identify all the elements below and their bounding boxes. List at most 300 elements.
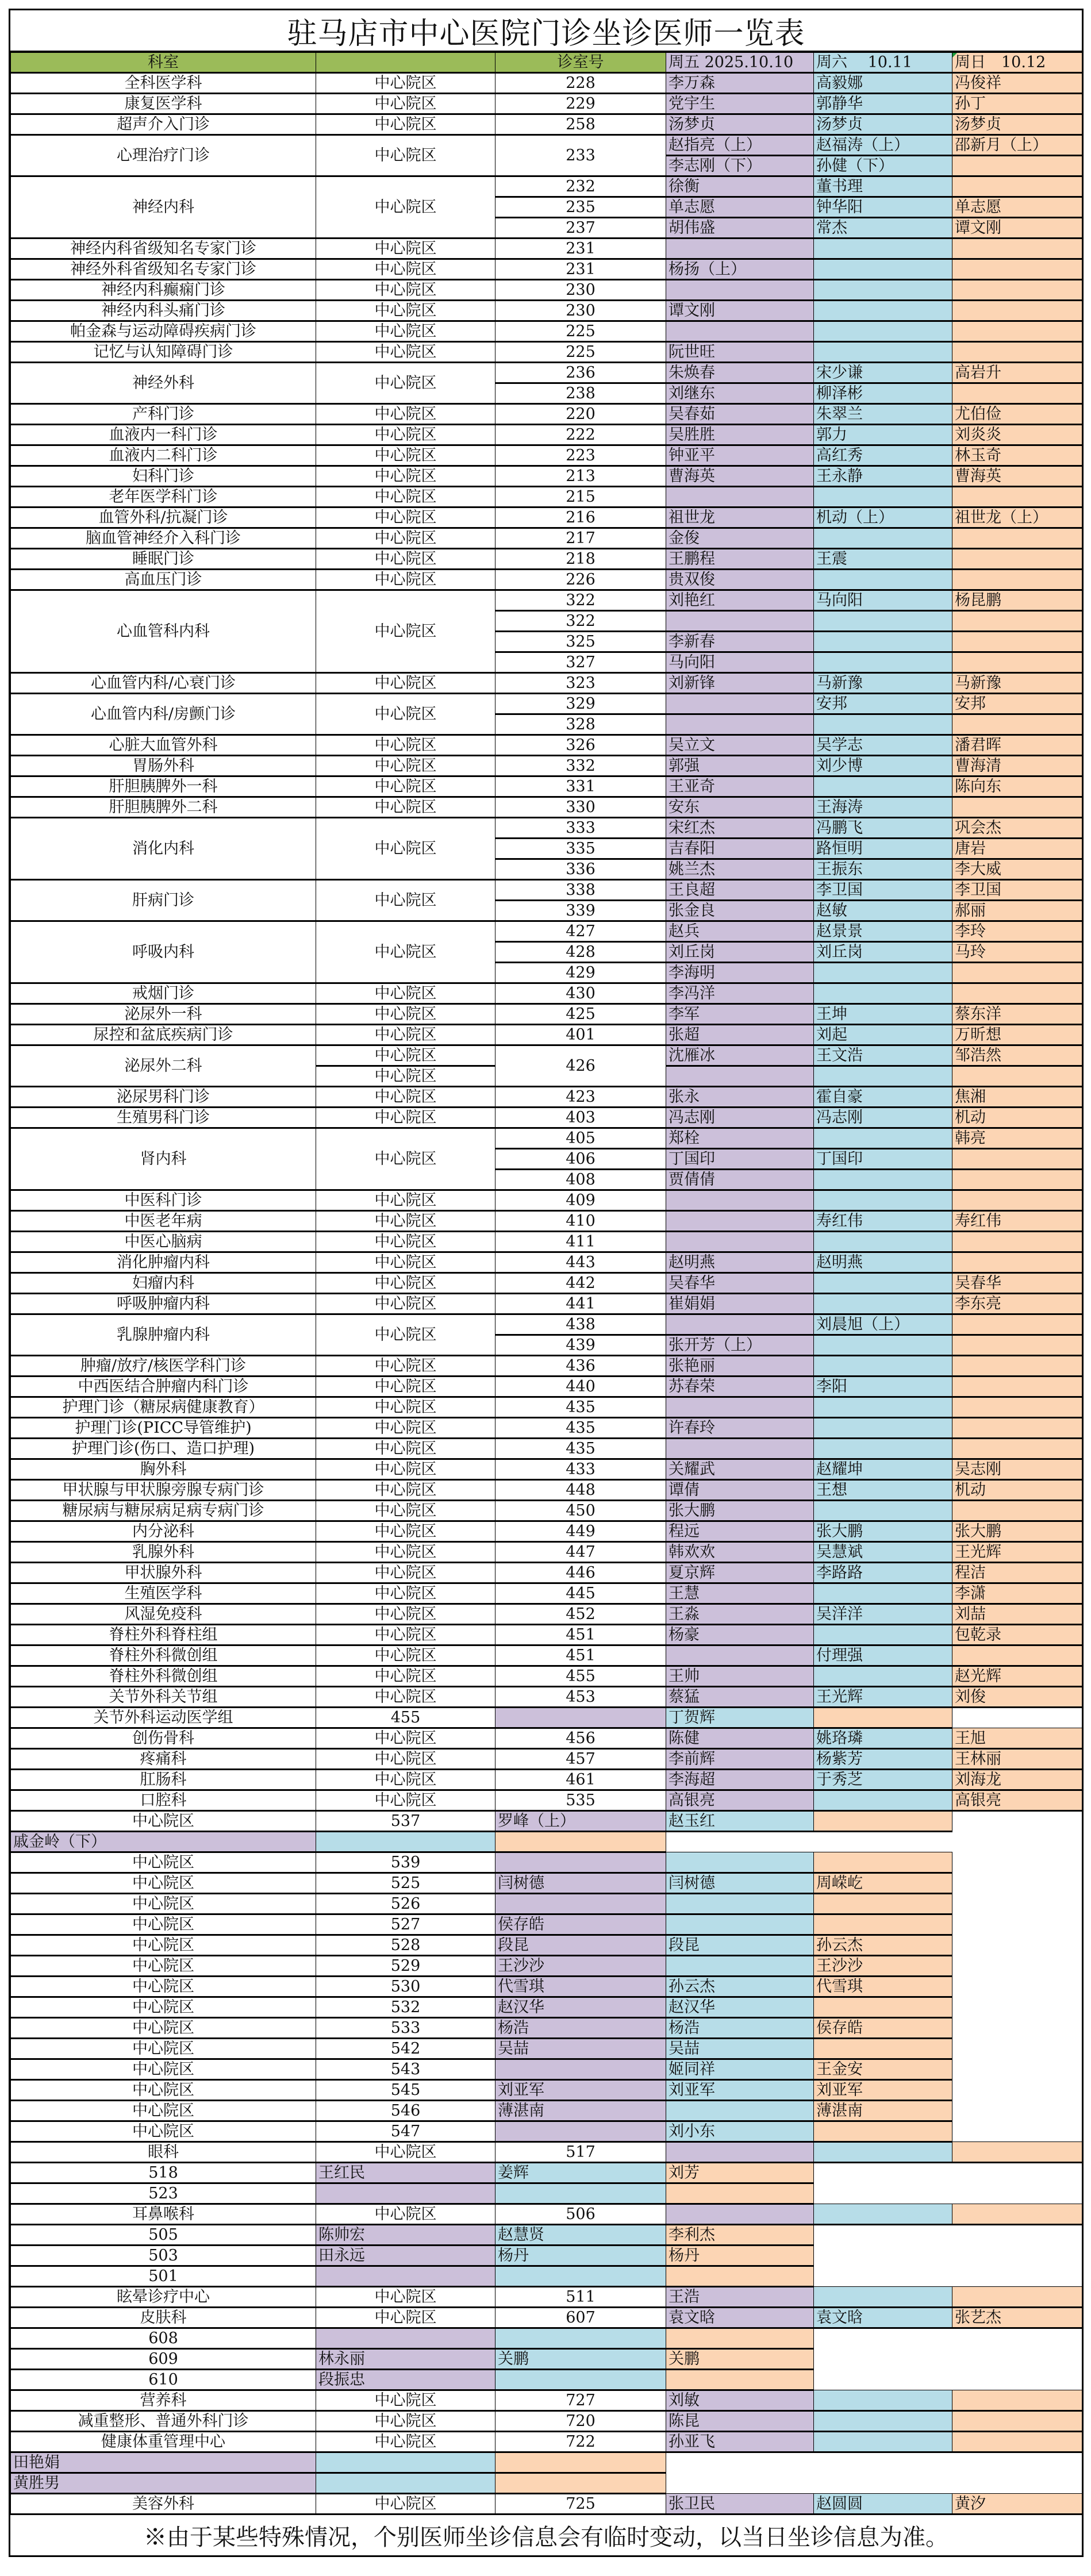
saturday-doctor: 路恒明 [814,839,952,859]
campus-cell: 中心院区 [11,2039,316,2059]
table-row [11,1087,1082,1108]
table-row [11,259,1082,280]
saturday-doctor: 寿红伟 [814,1211,952,1232]
friday-doctor: 王慧 [666,1583,814,1604]
friday-doctor: 郭强 [666,756,814,776]
friday-doctor [666,611,814,632]
room-cell: 332 [495,756,666,776]
friday-doctor: 朱焕春 [666,363,814,383]
room-cell: 610 [11,2370,316,2390]
room-cell: 546 [316,2101,495,2121]
saturday-doctor: 杨紫芳 [814,1749,952,1770]
dept-cell: 内分泌科 [11,1521,316,1542]
sunday-doctor [952,301,1082,321]
campus-cell: 中心院区 [316,1645,495,1666]
campus-cell: 中心院区 [316,880,495,921]
saturday-doctor: 王坤 [814,1004,952,1025]
friday-doctor [666,714,814,735]
campus-cell: 中心院区 [316,114,495,135]
friday-doctor: 张超 [666,1025,814,1045]
table-row [11,239,1082,259]
campus-cell: 中心院区 [316,1439,495,1459]
table-row [11,2080,1082,2101]
campus-cell: 中心院区 [316,135,495,176]
campus-cell: 中心院区 [11,2018,316,2039]
table-row [11,818,1082,839]
saturday-doctor: 付理强 [814,1645,952,1666]
saturday-doctor: 丁贺辉 [666,1708,814,1728]
sunday-doctor: 高银亮 [952,1790,1082,1811]
room-cell: 438 [495,1314,666,1335]
sunday-doctor [952,1377,1082,1397]
sunday-doctor [952,652,1082,673]
room-cell: 333 [495,818,666,839]
sunday-doctor [952,239,1082,259]
table-row [11,880,1082,901]
sunday-doctor: 寿红伟 [952,1211,1082,1232]
campus-cell: 中心院区 [316,1356,495,1377]
friday-doctor [666,1439,814,1459]
friday-doctor: 许春玲 [666,1418,814,1439]
campus-cell: 中心院区 [316,1004,495,1025]
sunday-doctor [666,2370,814,2390]
friday-doctor: 刘丘岗 [666,942,814,963]
room-cell: 529 [316,1956,495,1977]
table-row [11,301,1082,321]
campus-cell: 中心院区 [316,756,495,776]
dept-cell: 乳腺肿瘤内科 [11,1314,316,1356]
page-title: 驻马店市中心医院门诊坐诊医师一览表 [10,10,1082,52]
room-cell: 609 [11,2349,316,2370]
saturday-doctor: 郭静华 [814,94,952,114]
room-cell: 236 [495,363,666,383]
campus-cell: 中心院区 [316,2390,495,2411]
friday-doctor [666,1211,814,1232]
dept-cell: 消化内科 [11,818,316,880]
sunday-doctor: 单志愿 [952,197,1082,218]
room-cell: 461 [495,1770,666,1790]
table-row [11,1770,1082,1790]
room-cell: 329 [495,694,666,714]
sunday-doctor: 谭文刚 [952,218,1082,239]
dept-cell: 生殖医学科 [11,1583,316,1604]
campus-cell: 中心院区 [316,797,495,818]
room-cell: 539 [316,1852,495,1873]
saturday-doctor [814,1583,952,1604]
room-cell: 230 [495,280,666,301]
friday-doctor: 陈昆 [666,2411,814,2432]
sunday-doctor: 汤梦贞 [952,114,1082,135]
campus-cell: 中心院区 [316,1314,495,1356]
saturday-doctor [666,1852,814,1873]
friday-doctor [666,1645,814,1666]
friday-doctor: 黄胜男 [11,2473,316,2494]
campus-cell: 中心院区 [316,507,495,528]
friday-doctor: 张艳丽 [666,1356,814,1377]
friday-doctor: 代雪琪 [495,1977,666,1997]
saturday-doctor: 冯志刚 [814,1108,952,1128]
friday-doctor: 吉春阳 [666,839,814,859]
campus-cell: 中心院区 [316,425,495,445]
friday-doctor: 刘继东 [666,383,814,404]
campus-cell: 中心院区 [11,1977,316,1997]
dept-cell: 关节外科关节组 [11,1687,316,1708]
sunday-doctor [952,2142,1082,2163]
table-row [11,1790,1082,1811]
saturday-doctor [814,259,952,280]
sunday-doctor [814,1708,952,1728]
friday-doctor: 苏春荣 [666,1377,814,1397]
sunday-doctor: 高岩升 [952,363,1082,383]
sunday-doctor: 李利杰 [666,2225,814,2246]
saturday-doctor [814,776,952,797]
saturday-doctor: 刘小东 [666,2121,814,2142]
table-row [11,487,1082,507]
footer-note: ※由于某些特殊情况，个别医师坐诊信息会有临时变动，以当日坐诊信息为准。 [144,2524,948,2551]
campus-cell: 中心院区 [316,1666,495,1687]
table-row [11,1625,1082,1645]
saturday-doctor [814,321,952,342]
campus-cell: 中心院区 [11,1894,316,1914]
saturday-doctor: 赵福涛（上） [814,135,952,156]
dept-cell: 胃肠外科 [11,756,316,776]
campus-cell: 中心院区 [316,259,495,280]
sunday-doctor [952,321,1082,342]
sunday-doctor: 吴春华 [952,1273,1082,1294]
campus-cell: 中心院区 [316,321,495,342]
saturday-doctor [814,1790,952,1811]
dept-cell: 记忆与认知障碍门诊 [11,342,316,363]
table-row [11,1852,1082,1873]
dept-cell: 妇瘤内科 [11,1273,316,1294]
schedule-table [10,52,1082,2515]
saturday-doctor [316,2473,495,2494]
friday-doctor: 郑栓 [666,1128,814,1149]
dept-cell: 护理门诊（糖尿病健康教育） [11,1397,316,1418]
campus-cell: 中心院区 [316,1770,495,1790]
campus-cell: 中心院区 [316,487,495,507]
room-cell: 443 [495,1252,666,1273]
saturday-doctor [814,1066,952,1087]
room-cell: 328 [495,714,666,735]
sunday-doctor: 杨昆鹏 [952,590,1082,611]
room-cell: 401 [495,1025,666,1045]
sunday-doctor [952,1149,1082,1170]
friday-doctor: 吴春华 [666,1273,814,1294]
table-row [11,2432,1082,2452]
dept-cell: 美容外科 [11,2494,316,2515]
campus-cell: 中心院区 [316,1501,495,1521]
sunday-doctor: 张艺杰 [952,2308,1082,2328]
friday-doctor: 王浩 [666,2287,814,2308]
saturday-doctor: 赵玉红 [666,1811,814,1832]
friday-doctor: 祖世龙 [666,507,814,528]
room-cell: 408 [495,1170,666,1190]
room-cell: 442 [495,1273,666,1294]
friday-doctor: 赵兵 [666,921,814,942]
friday-doctor: 孙亚飞 [666,2432,814,2452]
sunday-doctor: 王金安 [814,2059,952,2080]
saturday-doctor: 于秀芝 [814,1770,952,1790]
sunday-doctor [952,2390,1082,2411]
saturday-doctor: 张大鹏 [814,1521,952,1542]
friday-doctor: 吴立文 [666,735,814,756]
dept-cell: 神经内科癫痫门诊 [11,280,316,301]
header-saturday: 周六 10.11 [814,53,952,73]
sunday-doctor: 李大威 [952,859,1082,880]
campus-cell: 中心院区 [11,2121,316,2142]
dept-cell: 神经外科省级知名专家门诊 [11,259,316,280]
sunday-doctor: 黄汐 [952,2494,1082,2515]
saturday-doctor [814,652,952,673]
sunday-doctor: 尤伯俭 [952,404,1082,425]
sunday-doctor: 李潇 [952,1583,1082,1604]
header-campus [316,53,495,73]
saturday-doctor: 常杰 [814,218,952,239]
table-row [11,1521,1082,1542]
sunday-doctor: 关鹏 [666,2349,814,2370]
table-row [11,2121,1082,2142]
campus-cell: 中心院区 [316,1128,495,1190]
friday-doctor [666,694,814,714]
saturday-doctor [814,714,952,735]
room-cell: 325 [495,632,666,652]
saturday-doctor [666,1956,814,1977]
saturday-doctor: 高毅娜 [814,73,952,94]
saturday-doctor [814,963,952,983]
sunday-doctor: 曹海英 [952,466,1082,487]
room-cell: 607 [495,2308,666,2328]
campus-cell: 中心院区 [316,549,495,570]
campus-cell: 中心院区 [316,1190,495,1211]
saturday-doctor [814,1190,952,1211]
room-cell: 223 [495,445,666,466]
room-cell: 511 [495,2287,666,2308]
friday-doctor: 吴春茹 [666,404,814,425]
table-row [11,1108,1082,1128]
room-cell: 235 [495,197,666,218]
friday-doctor: 高银亮 [666,1790,814,1811]
campus-cell: 中心院区 [11,1873,316,1894]
friday-doctor: 张金良 [666,901,814,921]
table-row [11,2225,1082,2246]
table-row [11,1873,1082,1894]
friday-doctor: 胡伟盛 [666,218,814,239]
dept-cell: 心血管内科/心衰门诊 [11,673,316,694]
room-cell: 608 [11,2328,316,2349]
table-row [11,176,1082,197]
friday-doctor: 王亚奇 [666,776,814,797]
room-cell: 215 [495,487,666,507]
sunday-doctor: 刘亚军 [814,2080,952,2101]
saturday-doctor: 高红秀 [814,445,952,466]
friday-doctor [666,1314,814,1335]
friday-doctor: 李志刚（下） [666,156,814,176]
table-row [11,570,1082,590]
table-row [11,1832,1082,1852]
saturday-doctor [814,2390,952,2411]
saturday-doctor: 刘亚军 [666,2080,814,2101]
saturday-doctor [495,2183,666,2204]
friday-doctor: 金俊 [666,528,814,549]
table-row [11,2349,1082,2370]
dept-cell: 血液内一科门诊 [11,425,316,445]
friday-doctor: 关耀武 [666,1459,814,1480]
room-cell: 722 [495,2432,666,2452]
room-cell: 405 [495,1128,666,1149]
friday-doctor: 杨扬（上） [666,259,814,280]
friday-doctor [666,1397,814,1418]
room-cell: 535 [495,1790,666,1811]
sunday-doctor: 焦湘 [952,1087,1082,1108]
sunday-doctor: 邹浩然 [952,1045,1082,1066]
friday-doctor: 夏京辉 [666,1563,814,1583]
friday-doctor: 吴胜胜 [666,425,814,445]
table-row [11,756,1082,776]
friday-doctor [666,2142,814,2163]
friday-doctor: 杨豪 [666,1625,814,1645]
saturday-doctor: 刘少博 [814,756,952,776]
room-cell: 327 [495,652,666,673]
saturday-doctor: 朱翠兰 [814,404,952,425]
sunday-doctor [952,280,1082,301]
room-cell: 526 [316,1894,495,1914]
friday-doctor: 宋红杰 [666,818,814,839]
sunday-doctor: 刘俊 [952,1687,1082,1708]
friday-doctor: 王良超 [666,880,814,901]
sunday-doctor [952,1252,1082,1273]
dept-cell: 乳腺外科 [11,1542,316,1563]
room-cell: 217 [495,528,666,549]
table-row [11,2039,1082,2059]
dept-cell: 眩晕诊疗中心 [11,2287,316,2308]
table-row [11,2452,1082,2473]
saturday-doctor: 孙健（下） [814,156,952,176]
campus-cell: 中心院区 [316,776,495,797]
dept-cell: 耳鼻喉科 [11,2204,316,2225]
campus-cell: 中心院区 [316,1418,495,1439]
friday-doctor: 刘亚军 [495,2080,666,2101]
dept-cell: 中医科门诊 [11,1190,316,1211]
room-cell: 228 [495,73,666,94]
table-row [11,445,1082,466]
room-cell: 322 [495,611,666,632]
sunday-doctor: 代雪琪 [814,1977,952,1997]
room-cell: 453 [495,1687,666,1708]
campus-cell: 中心院区 [316,590,495,673]
room-cell: 222 [495,425,666,445]
table-row [11,280,1082,301]
friday-doctor [495,2121,666,2142]
table-row [11,1314,1082,1335]
saturday-doctor [666,2101,814,2121]
sunday-doctor [952,1356,1082,1377]
friday-doctor: 蔡猛 [666,1687,814,1708]
table-row [11,2390,1082,2411]
friday-doctor: 闫树德 [495,1873,666,1894]
table-row [11,1666,1082,1687]
dept-cell: 心脏大血管外科 [11,735,316,756]
friday-doctor: 李万森 [666,73,814,94]
room-cell: 506 [495,2204,666,2225]
room-cell: 449 [495,1521,666,1542]
dept-cell: 甲状腺与甲状腺旁腺专病门诊 [11,1480,316,1501]
dept-cell: 神经内科省级知名专家门诊 [11,239,316,259]
friday-doctor: 党宇生 [666,94,814,114]
saturday-doctor: 姜辉 [495,2163,666,2183]
friday-doctor: 刘敏 [666,2390,814,2411]
sunday-doctor: 薄湛南 [814,2101,952,2121]
sunday-doctor: 马玲 [952,942,1082,963]
saturday-doctor: 王永静 [814,466,952,487]
saturday-doctor: 李卫国 [814,880,952,901]
dept-cell: 肝胆胰脾外二科 [11,797,316,818]
friday-doctor [495,1852,666,1873]
dept-cell: 呼吸内科 [11,921,316,983]
sunday-doctor [814,1914,952,1935]
sunday-doctor [952,1335,1082,1356]
saturday-doctor [814,301,952,321]
sunday-doctor [952,549,1082,570]
dept-cell: 高血压门诊 [11,570,316,590]
dept-cell: 神经外科 [11,363,316,404]
friday-doctor: 刘新锋 [666,673,814,694]
saturday-doctor [814,1439,952,1459]
saturday-doctor: 马向阳 [814,590,952,611]
room-cell: 523 [11,2183,316,2204]
friday-doctor: 王红民 [316,2163,495,2183]
sunday-doctor: 张大鹏 [952,1521,1082,1542]
dept-cell: 护理门诊(PICC导管维护) [11,1418,316,1439]
sunday-doctor [952,714,1082,735]
saturday-doctor: 丁国印 [814,1149,952,1170]
dept-cell: 全科医学科 [11,73,316,94]
sunday-doctor [952,963,1082,983]
room-cell: 330 [495,797,666,818]
room-cell: 532 [316,1997,495,2018]
table-row [11,507,1082,528]
saturday-doctor: 郭力 [814,425,952,445]
friday-doctor: 崔娟娟 [666,1294,814,1314]
dept-cell: 超声介入门诊 [11,114,316,135]
friday-doctor: 姚兰杰 [666,859,814,880]
friday-doctor [495,2059,666,2080]
saturday-doctor: 段昆 [666,1935,814,1956]
dept-cell: 心理治疗门诊 [11,135,316,176]
friday-doctor: 赵明燕 [666,1252,814,1273]
saturday-doctor [814,2142,952,2163]
table-row [11,1397,1082,1418]
saturday-doctor [814,570,952,590]
campus-cell: 中心院区 [316,1480,495,1501]
table-row [11,2183,1082,2204]
sunday-doctor [952,1418,1082,1439]
table-row [11,404,1082,425]
sunday-doctor [952,632,1082,652]
friday-doctor: 王淼 [666,1604,814,1625]
dept-cell: 睡眠门诊 [11,549,316,570]
friday-doctor: 贾倩倩 [666,1170,814,1190]
table-row [11,2204,1082,2225]
table-row [11,2246,1082,2266]
header-sunday: 周日 10.12 [952,53,1082,73]
table-row [11,73,1082,94]
room-cell: 533 [316,2018,495,2039]
campus-cell: 中心院区 [316,1521,495,1542]
friday-doctor: 汤梦贞 [666,114,814,135]
room-cell: 501 [11,2266,316,2287]
dept-cell: 心血管科内科 [11,590,316,673]
